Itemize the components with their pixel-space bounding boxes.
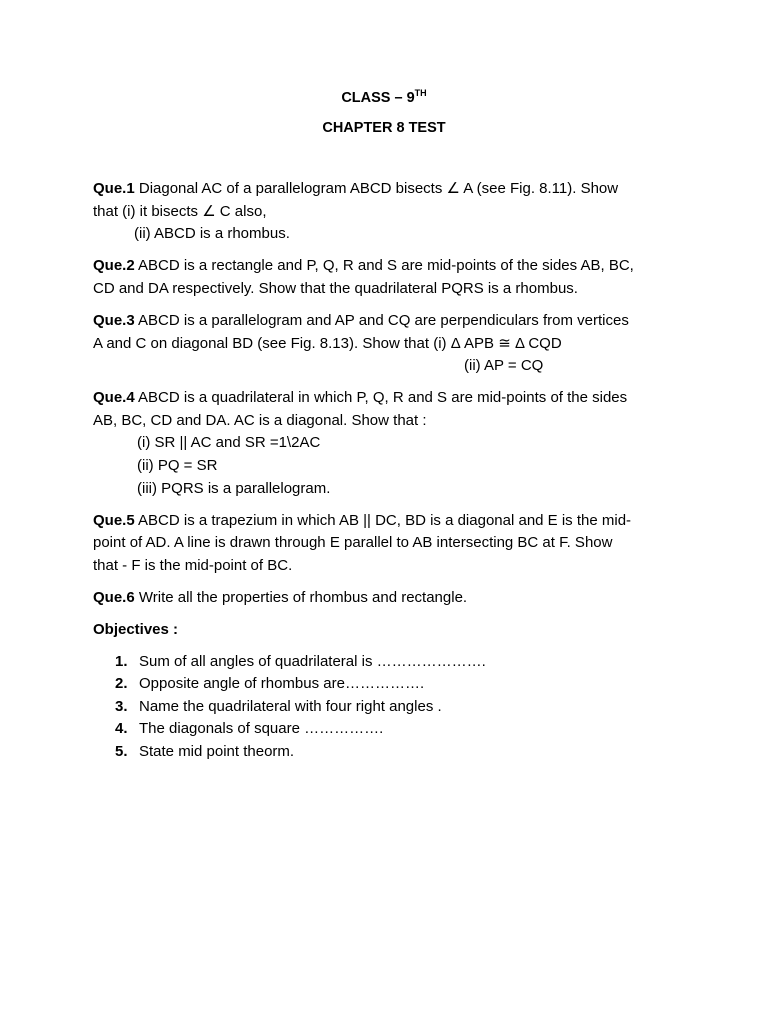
question-line	[93, 255, 693, 278]
question-text: Write all the properties of rhombus and rectangle.	[134, 589, 468, 606]
question-line: point of AD. A line is drawn through E parallel to AB intersecting BC at F. Show	[93, 534, 613, 552]
objective-text: Name the quadrilateral with four right angles .	[139, 697, 442, 715]
objective-text: Sum of all angles of quadrilateral is ………………….	[139, 652, 486, 670]
question-list	[93, 178, 693, 764]
objectives-list	[93, 651, 693, 764]
objective-item	[93, 651, 693, 674]
question-text: ABCD is a trapezium in which AB || DC, BD is a diagonal and E is the mid-	[134, 511, 632, 529]
objective-item	[93, 696, 693, 719]
class-heading	[0, 88, 768, 106]
question-label: Que.5	[93, 511, 135, 529]
question-line	[93, 310, 693, 333]
question-line: A and C on diagonal BD (see Fig. 8.13). Show that (i) Δ APB ≅ Δ CQD	[93, 334, 562, 352]
question-line: CD and DA respectively. Show that the quadrilateral PQRS is a rhombus.	[93, 279, 578, 297]
question-label: Que.2	[93, 257, 135, 275]
question-line	[93, 510, 693, 533]
question-line	[93, 178, 693, 201]
question-3	[93, 310, 693, 378]
objective-text: Opposite angle of rhombus are…………….	[139, 675, 425, 693]
question-5	[93, 510, 693, 578]
question-line: (ii) AP = CQ	[464, 357, 544, 375]
objective-item	[93, 741, 693, 764]
question-label: Que.6	[93, 589, 135, 606]
test-title: CHAPTER 8 TEST	[322, 120, 446, 136]
objective-text: State mid point theorm.	[139, 743, 295, 761]
question-text: Diagonal AC of a parallelogram ABCD bisects ∠ A (see Fig. 8.11). Show	[134, 180, 619, 197]
question-2	[93, 255, 693, 300]
objective-number: 3.	[115, 697, 128, 715]
question-4	[93, 387, 693, 500]
question-1	[93, 178, 693, 246]
objective-number: 2.	[115, 675, 128, 693]
objectives-heading: Objectives :	[93, 621, 179, 639]
question-line: (ii) ABCD is a rhombus.	[134, 225, 290, 243]
question-line: AB, BC, CD and DA. AC is a diagonal. Show that :	[93, 411, 427, 429]
question-text: ABCD is a parallelogram and AP and CQ are perpendiculars from vertices	[134, 311, 629, 329]
question-line: (ii) PQ = SR	[137, 457, 218, 475]
question-line	[93, 587, 693, 610]
question-line	[93, 387, 693, 410]
objective-text: The diagonals of square …………….	[139, 720, 384, 738]
objective-item	[93, 718, 693, 741]
objective-item	[93, 673, 693, 696]
question-label: Que.4	[93, 389, 135, 407]
question-text: ABCD is a quadrilateral in which P, Q, R and S are mid-points of the sides	[134, 389, 628, 407]
class-superscript: TH	[414, 88, 427, 98]
objective-number: 4.	[115, 720, 128, 738]
question-line: (i) SR || AC and SR =1\2AC	[137, 434, 321, 452]
question-line: (iii) PQRS is a parallelogram.	[137, 479, 331, 497]
question-label: Que.3	[93, 311, 135, 329]
question-text: ABCD is a rectangle and P, Q, R and S are mid-points of the sides AB, BC,	[134, 257, 634, 275]
class-text: CLASS – 9	[341, 90, 415, 106]
objective-number: 1.	[115, 652, 128, 670]
question-6	[93, 587, 693, 610]
question-line: that - F is the mid-point of BC.	[93, 556, 293, 574]
objective-number: 5.	[115, 743, 128, 761]
question-line: that (i) it bisects ∠ C also,	[93, 202, 267, 220]
question-label: Que.1	[93, 180, 135, 197]
